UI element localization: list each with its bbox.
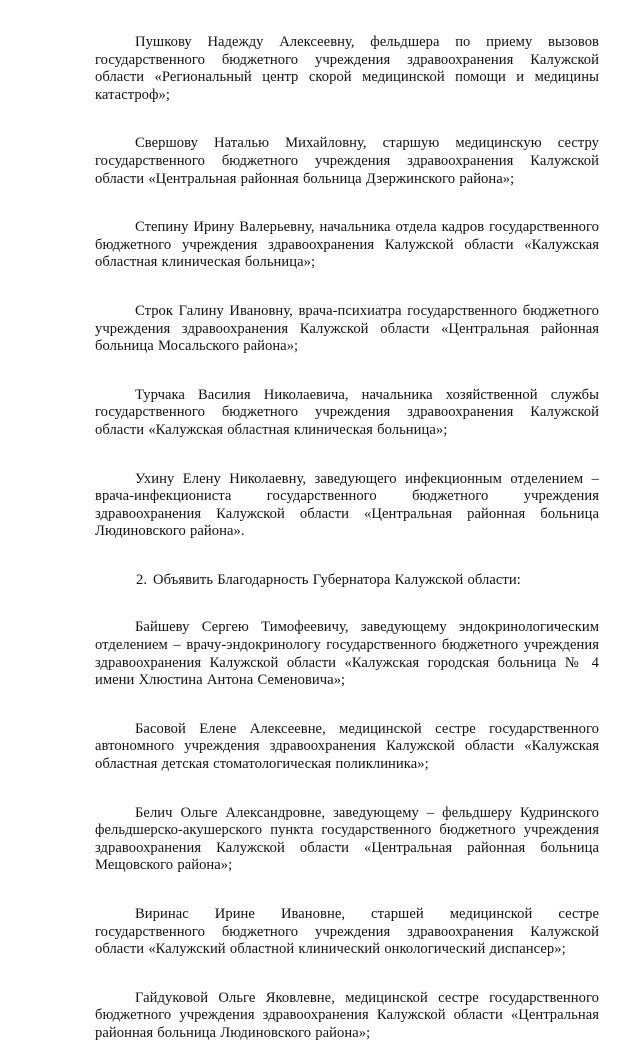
gratitude-paragraph-gaidukova: Гайдуковой Ольге Яковлевне, медицинской сестре государственного бюджетного учреждения здравоохранения Калужской области «Центральная районная больница Людиновского района»; bbox=[95, 989, 599, 1041]
award-paragraph-turchak: Турчака Василия Николаевича, начальника хозяйственной службы государственного бюджетного учреждения здравоохранения Калужской области «Калужская областная клиническая больница»; bbox=[95, 386, 599, 438]
gratitude-paragraph-belich: Белич Ольге Александровне, заведующему – фельдшеру Кудринского фельдшерско-акушерского пункта государственного бюджетного учреждения здравоохранения Калужской области «Центральная районная больница Мещовского района»; bbox=[95, 804, 599, 874]
section-number: 2. bbox=[136, 571, 148, 588]
award-paragraph-strok: Строк Галину Ивановну, врача-психиатра государственного бюджетного учреждения здравоохранения Калужской области «Центральная районная больница Мосальского района»; bbox=[95, 302, 599, 355]
section-heading-text: Объявить Благодарность Губернатора Калужской области: bbox=[153, 571, 521, 588]
gratitude-paragraph-virinas: Виринас Ирине Ивановне, старшей медицинской сестре государственного бюджетного учреждения здравоохранения Калужской области «Калужский областной клинический онкологический диспансер»; bbox=[95, 906, 599, 958]
gratitude-paragraph-basova: Басовой Елене Алексеевне, медицинской сестре государственного автономного учреждения здравоохранения Калужской области «Калужская областная детская стоматологическая поликлиника»; bbox=[95, 720, 599, 773]
gratitude-paragraph-baisheva: Байшеву Сергею Тимофеевичу, заведующему эндокринологическим отделением – врачу-эндокринологу государственного бюджетного учреждения здравоохранения Калужской области «Калужская городская больница № 4 имени Хлюстина Антона Семеновича»; bbox=[95, 619, 599, 689]
award-paragraph-pushkova: Пушкову Надежду Алексеевну, фельдшера по приему вызовов государственного бюджетного учреждения здравоохранения Калужской области «Региональный центр скорой медицинской помощи и медицины катастроф»; bbox=[95, 34, 599, 103]
award-paragraph-stepina: Степину Ирину Валерьевну, начальника отдела кадров государственного бюджетного учреждения здравоохранения Калужской области «Калужская областная клиническая больница»; bbox=[95, 219, 599, 271]
award-paragraph-svershova: Свершову Наталью Михайловну, старшую медицинскую сестру государственного бюджетного учреждения здравоохранения Калужской области «Центральная районная больница Дзержинского района»; bbox=[95, 135, 599, 187]
section-heading bbox=[95, 572, 599, 590]
award-paragraph-ukhina: Ухину Елену Николаевну, заведующего инфекционным отделением – врача-инфекциониста государственного бюджетного учреждения здравоохранения Калужской области «Центральная районная больница Людиновского района». bbox=[95, 470, 599, 540]
